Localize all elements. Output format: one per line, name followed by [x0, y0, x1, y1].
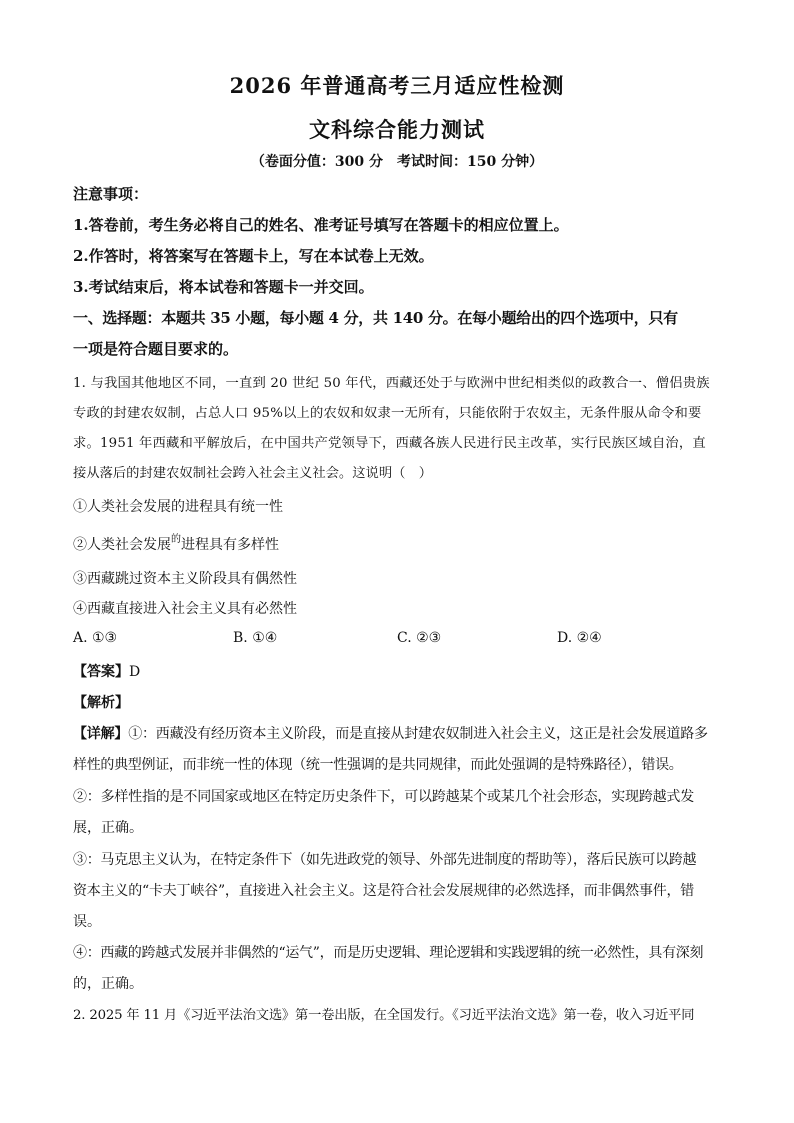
notice-item-2: 2.作答时，将答案写在答题卡上，写在本试卷上无效。	[73, 247, 434, 265]
q1-option-b: B. ①④	[233, 630, 278, 646]
q1-detail-line7: 误。	[73, 914, 101, 930]
q1-detail-line4: 展，正确。	[73, 820, 143, 836]
q1-detail-line3: ②：多样性指的是不同国家或地区在特定历史条件下，可以跨越某个或某几个社会形态，实现跨越式发	[73, 789, 694, 805]
q1-stem-line3: 求。1951 年西藏和平解放后，在中国共产党领导下，西藏各族人民进行民主改革，实行民族区域自治，直	[73, 436, 706, 451]
section-heading-line1: 一、选择题：本题共 35 小题，每小题 4 分，共 140 分。在每小题给出的四个选项中，只有	[73, 309, 678, 327]
answer-label: 【答案】	[73, 664, 129, 680]
q1-detail-line8: ④：西藏的跨越式发展并非偶然的“运气”，而是历史逻辑、理论逻辑和实践逻辑的统一必然性，具有深刻	[73, 945, 704, 961]
answer-value: D	[129, 664, 141, 680]
q1-answer	[73, 661, 723, 681]
q1-option-d: D. ②④	[557, 630, 602, 646]
q2-stem-line1: 2. 2025 年 11 月《习近平法治文选》第一卷出版，在全国发行。《习近平法治文选》第一卷，收入习近平同	[73, 1008, 695, 1023]
q1-statement-2-sup: 的	[171, 534, 181, 545]
q1-stem-line4: 接从落后的封建农奴制社会跨入社会主义社会。这说明（ ）	[73, 466, 433, 481]
q1-statement-2	[73, 530, 723, 554]
q1-detail-line6: 资本主义的“卡夫丁峡谷”，直接进入社会主义。这是符合社会发展规律的必然选择，而非偶然事件，错	[73, 883, 695, 899]
notice-heading: 注意事项：	[73, 185, 149, 203]
q1-detail-line9: 的，正确。	[73, 976, 143, 992]
q1-option-a: A. ①③	[73, 630, 118, 646]
detail-text-1: ①：西藏没有经历资本主义阶段，而是直接从封建农奴制进入社会主义，这正是社会发展道路多	[128, 726, 708, 742]
q1-analysis-label	[73, 692, 723, 712]
q1-stem-line1: 1. 与我国其他地区不同，一直到 20 世纪 50 年代，西藏还处于与欧洲中世纪相类似的政教合一、僧侣贵族	[73, 376, 710, 391]
exam-meta: （卷面分值：300 分 考试时间：150 分钟）	[250, 154, 544, 170]
q1-detail-line1	[73, 723, 723, 743]
detail-label: 【详解】	[73, 726, 129, 742]
q1-statement-2-start: ②人类社会发展	[73, 537, 171, 553]
q1-statement-4: ④西藏直接进入社会主义具有必然性	[73, 601, 297, 617]
analysis-label: 【解析】	[73, 695, 129, 711]
q1-statement-2-rest: 进程具有多样性	[181, 537, 279, 553]
q1-detail-line2: 样性的典型例证，而非统一性的体现（统一性强调的是共同规律，而此处强调的是特殊路径），错误。	[73, 757, 683, 773]
q1-option-c: C. ②③	[397, 630, 442, 646]
q1-detail-line5: ③：马克思主义认为，在特定条件下（如先进政党的领导、外部先进制度的帮助等），落后民族可以跨越	[73, 852, 697, 868]
q1-stem-line2: 专政的封建农奴制，占总人口 95%以上的农奴和奴隶一无所有，只能依附于农奴主，无条件服从命令和要	[73, 406, 702, 421]
notice-item-3: 3.考试结束后，将本试卷和答题卡一并交回。	[73, 278, 374, 296]
q1-statement-1: ①人类社会发展的进程具有统一性	[73, 499, 283, 515]
exam-subtitle: 文科综合能力测试	[309, 117, 485, 142]
q1-statement-3: ③西藏跳过资本主义阶段具有偶然性	[73, 571, 297, 587]
exam-title: 2026 年普通高考三月适应性检测	[229, 73, 565, 98]
section-heading-line2: 一项是符合题目要求的。	[73, 340, 239, 358]
notice-item-1: 1.答卷前，考生务必将自己的姓名、准考证号填写在答题卡的相应位置上。	[73, 216, 569, 234]
